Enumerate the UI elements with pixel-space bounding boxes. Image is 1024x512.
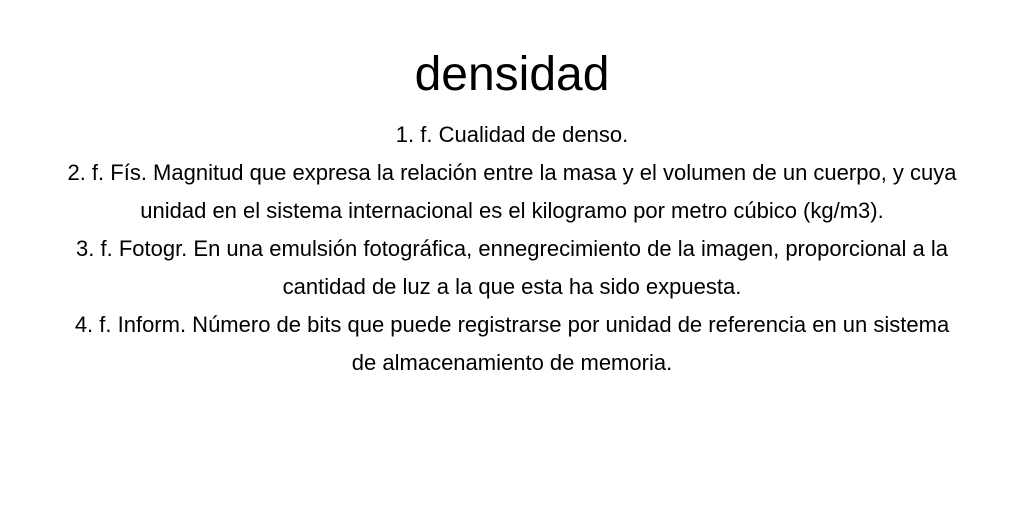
definition-item: 3. f. Fotogr. En una emulsión fotográfica, ennegrecimiento de la imagen, proporcional a la cantidad de luz a la que esta ha sido expuesta.	[76, 236, 948, 299]
definition-item: 1. f. Cualidad de denso.	[395, 122, 629, 147]
definition-list	[62, 122, 962, 382]
entry-term: densidad	[414, 48, 610, 101]
definition-item: 2. f. Fís. Magnitud que expresa la relación entre la masa y el volumen de un cuerpo, y cuya unidad en el sistema internacional es el kilogramo por metro cúbico (kg/m3).	[67, 160, 957, 223]
definition-item: 4. f. Inform. Número de bits que puede registrarse por unidad de referencia en un sistema de almacenamiento de memoria.	[74, 312, 950, 375]
